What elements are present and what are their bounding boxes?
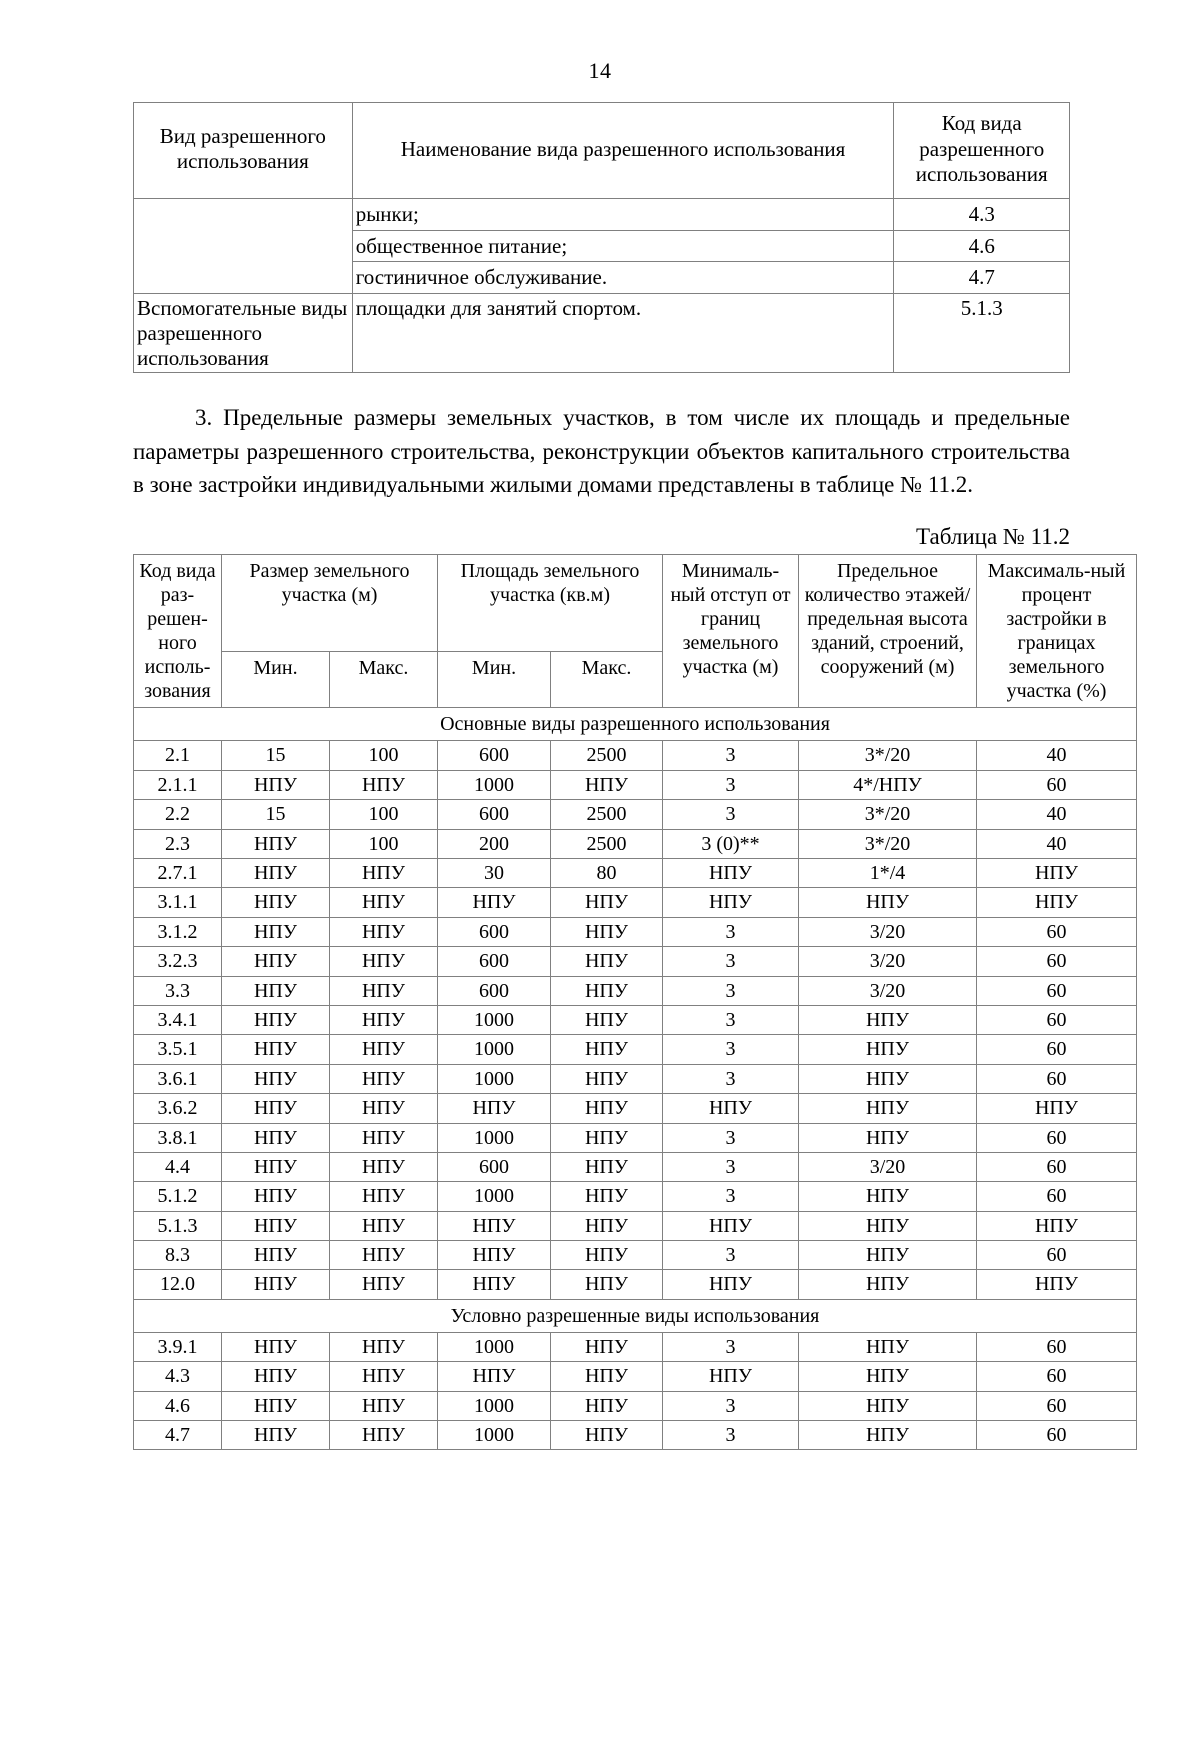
section-row-main — [134, 708, 1137, 741]
cell-floors: НПУ — [799, 1211, 977, 1240]
cell-coverage: 60 — [977, 917, 1137, 946]
cell-setback: 3 — [663, 1182, 799, 1211]
cell-area-min: 1000 — [438, 1064, 551, 1093]
cell-area-max: 2500 — [551, 829, 663, 858]
cell-setback: 3 — [663, 1123, 799, 1152]
cell-area-max: 80 — [551, 859, 663, 888]
table-row — [134, 1064, 1137, 1093]
cell-setback: 3 — [663, 741, 799, 770]
cell-size-min: НПУ — [222, 1064, 330, 1093]
cell-size-min: НПУ — [222, 1182, 330, 1211]
cell-size-min: НПУ — [222, 1211, 330, 1240]
cell-floors: 1*/4 — [799, 859, 977, 888]
cell-setback: 3 — [663, 1332, 799, 1361]
cell-size-min: НПУ — [222, 1094, 330, 1123]
table-row — [134, 917, 1137, 946]
cell-use-code: 4.7 — [894, 262, 1070, 294]
cell-code: 3.9.1 — [134, 1332, 222, 1361]
cell-area-max: НПУ — [551, 1332, 663, 1361]
parameters-table — [133, 554, 1137, 1450]
cell-coverage: НПУ — [977, 1270, 1137, 1299]
cell-size-min: НПУ — [222, 917, 330, 946]
table-row — [134, 1123, 1137, 1152]
cell-use-name: рынки; — [352, 198, 894, 230]
cell-area-max: НПУ — [551, 1421, 663, 1450]
cell-size-max: НПУ — [330, 888, 438, 917]
table-row — [134, 1005, 1137, 1034]
cell-setback: 3 — [663, 1391, 799, 1420]
cell-size-max: НПУ — [330, 1094, 438, 1123]
cell-code: 2.7.1 — [134, 859, 222, 888]
header-cell-area-group: Площадь земельного участка (кв.м) — [438, 555, 663, 652]
section-title-conditional: Условно разрешенные виды использования — [134, 1299, 1137, 1332]
cell-floors: НПУ — [799, 1241, 977, 1270]
header-cell-use-kind: Вид разрешенного использования — [134, 103, 353, 199]
cell-area-min: 200 — [438, 829, 551, 858]
cell-setback: 3 — [663, 1241, 799, 1270]
cell-code: 4.3 — [134, 1362, 222, 1391]
cell-floors: НПУ — [799, 1421, 977, 1450]
table-row — [134, 1270, 1137, 1299]
cell-area-min: НПУ — [438, 1362, 551, 1391]
cell-area-min: 1000 — [438, 1182, 551, 1211]
page-content — [133, 102, 1126, 1450]
cell-area-max: НПУ — [551, 1005, 663, 1034]
cell-area-max: НПУ — [551, 888, 663, 917]
cell-size-min: НПУ — [222, 1005, 330, 1034]
cell-size-max: НПУ — [330, 1035, 438, 1064]
cell-size-max: НПУ — [330, 1241, 438, 1270]
table-row — [134, 800, 1137, 829]
cell-setback: 3 — [663, 1064, 799, 1093]
cell-size-max: НПУ — [330, 1391, 438, 1420]
cell-setback: 3 — [663, 1421, 799, 1450]
table-row — [134, 1391, 1137, 1420]
cell-setback: 3 — [663, 1005, 799, 1034]
cell-code: 3.8.1 — [134, 1123, 222, 1152]
cell-floors: 3/20 — [799, 947, 977, 976]
header-cell-floors: Предельное количество этажей/ предельная высота зданий, строений, сооружений (м) — [799, 555, 977, 708]
cell-setback: 3 — [663, 800, 799, 829]
cell-coverage: 60 — [977, 1005, 1137, 1034]
cell-code: 4.7 — [134, 1421, 222, 1450]
cell-coverage: 60 — [977, 1241, 1137, 1270]
cell-floors: 3/20 — [799, 917, 977, 946]
cell-area-min: 600 — [438, 800, 551, 829]
cell-floors: НПУ — [799, 888, 977, 917]
cell-size-max: НПУ — [330, 1152, 438, 1181]
cell-setback: 3 — [663, 1035, 799, 1064]
cell-size-min: НПУ — [222, 859, 330, 888]
cell-area-min: 600 — [438, 741, 551, 770]
table-row — [134, 976, 1137, 1005]
cell-area-max: НПУ — [551, 1211, 663, 1240]
table-row — [134, 1094, 1137, 1123]
cell-size-max: НПУ — [330, 1362, 438, 1391]
cell-coverage: 60 — [977, 1182, 1137, 1211]
cell-setback: 3 — [663, 1152, 799, 1181]
header-cell-coverage: Максималь-ный процент застройки в границах земельного участка (%) — [977, 555, 1137, 708]
cell-coverage: НПУ — [977, 859, 1137, 888]
cell-use-name: гостиничное обслуживание. — [352, 262, 894, 294]
cell-size-max: НПУ — [330, 770, 438, 799]
cell-area-min: НПУ — [438, 1270, 551, 1299]
cell-size-max: НПУ — [330, 947, 438, 976]
cell-use-code: 4.6 — [894, 230, 1070, 262]
cell-code: 2.1 — [134, 741, 222, 770]
cell-setback: 3 — [663, 947, 799, 976]
cell-size-min: НПУ — [222, 1391, 330, 1420]
cell-coverage: 40 — [977, 829, 1137, 858]
table-row — [134, 947, 1137, 976]
cell-area-max: НПУ — [551, 947, 663, 976]
cell-code: 3.3 — [134, 976, 222, 1005]
cell-setback: 3 — [663, 917, 799, 946]
cell-area-min: 600 — [438, 947, 551, 976]
table-row — [134, 1332, 1137, 1361]
cell-coverage: 60 — [977, 1421, 1137, 1450]
cell-coverage: 40 — [977, 800, 1137, 829]
cell-size-min: НПУ — [222, 888, 330, 917]
cell-size-max: НПУ — [330, 1421, 438, 1450]
cell-coverage: 60 — [977, 1035, 1137, 1064]
cell-size-min: НПУ — [222, 770, 330, 799]
cell-coverage: НПУ — [977, 888, 1137, 917]
cell-size-min: НПУ — [222, 1362, 330, 1391]
cell-coverage: 60 — [977, 947, 1137, 976]
table-row — [134, 1035, 1137, 1064]
cell-area-min: 600 — [438, 1152, 551, 1181]
cell-size-min: НПУ — [222, 1421, 330, 1450]
cell-area-min: 1000 — [438, 1391, 551, 1420]
header-cell-area-max: Макс. — [551, 652, 663, 708]
cell-code: 3.6.1 — [134, 1064, 222, 1093]
cell-setback: НПУ — [663, 1362, 799, 1391]
cell-floors: НПУ — [799, 1182, 977, 1211]
cell-code: 2.1.1 — [134, 770, 222, 799]
cell-size-min: НПУ — [222, 829, 330, 858]
cell-floors: 3/20 — [799, 976, 977, 1005]
table-header-row-1 — [134, 555, 1137, 652]
cell-size-min: НПУ — [222, 1123, 330, 1152]
cell-use-kind: Вспомогательные виды разрешенного использования — [134, 294, 353, 373]
cell-floors: 3*/20 — [799, 829, 977, 858]
cell-coverage: НПУ — [977, 1094, 1137, 1123]
cell-setback: НПУ — [663, 888, 799, 917]
cell-setback: 3 — [663, 976, 799, 1005]
cell-area-min: 1000 — [438, 1332, 551, 1361]
cell-size-min: НПУ — [222, 1035, 330, 1064]
cell-coverage: 40 — [977, 741, 1137, 770]
cell-area-max: НПУ — [551, 1094, 663, 1123]
table-row — [134, 1421, 1137, 1450]
cell-size-max: НПУ — [330, 917, 438, 946]
cell-size-min: НПУ — [222, 1152, 330, 1181]
cell-code: 8.3 — [134, 1241, 222, 1270]
header-cell-setback: Минималь-ный отступ от границ земельного участка (м) — [663, 555, 799, 708]
cell-area-max: 2500 — [551, 800, 663, 829]
cell-area-min: 600 — [438, 917, 551, 946]
cell-floors: 3*/20 — [799, 741, 977, 770]
rows-conditional — [134, 1332, 1137, 1450]
cell-code: 5.1.3 — [134, 1211, 222, 1240]
table-row — [134, 198, 1070, 230]
cell-area-min: 1000 — [438, 1005, 551, 1034]
header-cell-area-min: Мин. — [438, 652, 551, 708]
cell-code: 12.0 — [134, 1270, 222, 1299]
cell-size-max: НПУ — [330, 859, 438, 888]
cell-area-min: 600 — [438, 976, 551, 1005]
cell-code: 3.5.1 — [134, 1035, 222, 1064]
cell-setback: НПУ — [663, 1211, 799, 1240]
cell-setback: НПУ — [663, 859, 799, 888]
table-row — [134, 294, 1070, 373]
table-header-row — [134, 103, 1070, 199]
cell-code: 3.1.2 — [134, 917, 222, 946]
cell-floors: НПУ — [799, 1391, 977, 1420]
table-row — [134, 741, 1137, 770]
cell-area-max: НПУ — [551, 1123, 663, 1152]
page-number: 14 — [588, 58, 612, 83]
section-title-main: Основные виды разрешенного использования — [134, 708, 1137, 741]
cell-setback: 3 — [663, 770, 799, 799]
cell-use-kind-empty — [134, 198, 353, 293]
cell-area-max: 2500 — [551, 741, 663, 770]
cell-area-min: НПУ — [438, 1211, 551, 1240]
cell-area-min: 1000 — [438, 1035, 551, 1064]
cell-code: 2.2 — [134, 800, 222, 829]
cell-floors: 3/20 — [799, 1152, 977, 1181]
cell-area-min: НПУ — [438, 888, 551, 917]
document-page — [0, 58, 1200, 1756]
cell-size-max: НПУ — [330, 1123, 438, 1152]
cell-area-max: НПУ — [551, 1391, 663, 1420]
cell-area-min: 1000 — [438, 1123, 551, 1152]
cell-floors: НПУ — [799, 1064, 977, 1093]
cell-area-min: НПУ — [438, 1241, 551, 1270]
cell-coverage: 60 — [977, 1391, 1137, 1420]
cell-size-max: НПУ — [330, 1182, 438, 1211]
cell-code: 4.6 — [134, 1391, 222, 1420]
cell-floors: 4*/НПУ — [799, 770, 977, 799]
cell-size-min: НПУ — [222, 1241, 330, 1270]
cell-area-max: НПУ — [551, 1064, 663, 1093]
cell-area-min: 1000 — [438, 1421, 551, 1450]
cell-size-max: НПУ — [330, 1064, 438, 1093]
cell-coverage: 60 — [977, 1362, 1137, 1391]
cell-size-min: НПУ — [222, 1332, 330, 1361]
cell-area-min: 1000 — [438, 770, 551, 799]
table-row — [134, 1211, 1137, 1240]
cell-floors: НПУ — [799, 1035, 977, 1064]
table-row — [134, 1152, 1137, 1181]
cell-floors: НПУ — [799, 1332, 977, 1361]
table-row — [134, 770, 1137, 799]
cell-floors: НПУ — [799, 1123, 977, 1152]
table-row — [134, 1182, 1137, 1211]
cell-coverage: 60 — [977, 770, 1137, 799]
cell-use-code: 4.3 — [894, 198, 1070, 230]
cell-area-min: 30 — [438, 859, 551, 888]
cell-size-min: 15 — [222, 741, 330, 770]
header-cell-use-name: Наименование вида разрешенного использования — [352, 103, 894, 199]
cell-floors: НПУ — [799, 1094, 977, 1123]
cell-coverage: 60 — [977, 1332, 1137, 1361]
cell-area-max: НПУ — [551, 770, 663, 799]
section-row-conditional — [134, 1299, 1137, 1332]
cell-area-min: НПУ — [438, 1094, 551, 1123]
header-cell-code: Код вида раз-решен-ного исполь-зования — [134, 555, 222, 708]
cell-use-name: площадки для занятий спортом. — [352, 294, 894, 373]
cell-coverage: НПУ — [977, 1211, 1137, 1240]
cell-coverage: 60 — [977, 1064, 1137, 1093]
cell-setback: 3 (0)** — [663, 829, 799, 858]
cell-floors: НПУ — [799, 1005, 977, 1034]
table-caption: Таблица № 11.2 — [916, 524, 1070, 550]
cell-setback: НПУ — [663, 1270, 799, 1299]
cell-size-max: НПУ — [330, 1270, 438, 1299]
cell-area-max: НПУ — [551, 917, 663, 946]
cell-code: 2.3 — [134, 829, 222, 858]
cell-floors: НПУ — [799, 1270, 977, 1299]
table-row — [134, 829, 1137, 858]
cell-area-max: НПУ — [551, 1241, 663, 1270]
cell-setback: НПУ — [663, 1094, 799, 1123]
cell-coverage: 60 — [977, 1152, 1137, 1181]
cell-code: 3.4.1 — [134, 1005, 222, 1034]
cell-size-max: 100 — [330, 800, 438, 829]
cell-size-min: НПУ — [222, 976, 330, 1005]
cell-floors: НПУ — [799, 1362, 977, 1391]
header-cell-size-group: Размер земельного участка (м) — [222, 555, 438, 652]
table-row — [134, 859, 1137, 888]
cell-code: 3.2.3 — [134, 947, 222, 976]
cell-area-max: НПУ — [551, 1035, 663, 1064]
header-cell-use-code: Код вида разрешенного использования — [894, 103, 1070, 199]
cell-size-min: НПУ — [222, 1270, 330, 1299]
table-row — [134, 1241, 1137, 1270]
cell-size-max: НПУ — [330, 1005, 438, 1034]
permitted-use-table — [133, 102, 1070, 373]
header-cell-size-max: Макс. — [330, 652, 438, 708]
cell-coverage: 60 — [977, 976, 1137, 1005]
rows-main — [134, 741, 1137, 1299]
table-row — [134, 1362, 1137, 1391]
cell-size-max: 100 — [330, 829, 438, 858]
cell-size-min: 15 — [222, 800, 330, 829]
cell-code: 3.1.1 — [134, 888, 222, 917]
cell-code: 4.4 — [134, 1152, 222, 1181]
cell-area-max: НПУ — [551, 976, 663, 1005]
cell-size-max: НПУ — [330, 976, 438, 1005]
cell-area-max: НПУ — [551, 1270, 663, 1299]
cell-code: 5.1.2 — [134, 1182, 222, 1211]
cell-size-min: НПУ — [222, 947, 330, 976]
cell-size-max: 100 — [330, 741, 438, 770]
cell-size-max: НПУ — [330, 1332, 438, 1361]
cell-use-code: 5.1.3 — [894, 294, 1070, 373]
header-cell-size-min: Мин. — [222, 652, 330, 708]
table-row — [134, 888, 1137, 917]
cell-use-name: общественное питание; — [352, 230, 894, 262]
cell-floors: 3*/20 — [799, 800, 977, 829]
cell-code: 3.6.2 — [134, 1094, 222, 1123]
paragraph-3: 3. Предельные размеры земельных участков, в том числе их площадь и предельные параметры разрешенного строительства, реконструкции объектов капитального строительства в зоне застройки индивидуальными жилыми домами представлены в таблице № 11.2. — [133, 405, 1070, 498]
cell-size-max: НПУ — [330, 1211, 438, 1240]
cell-area-max: НПУ — [551, 1362, 663, 1391]
cell-coverage: 60 — [977, 1123, 1137, 1152]
cell-area-max: НПУ — [551, 1182, 663, 1211]
cell-area-max: НПУ — [551, 1152, 663, 1181]
